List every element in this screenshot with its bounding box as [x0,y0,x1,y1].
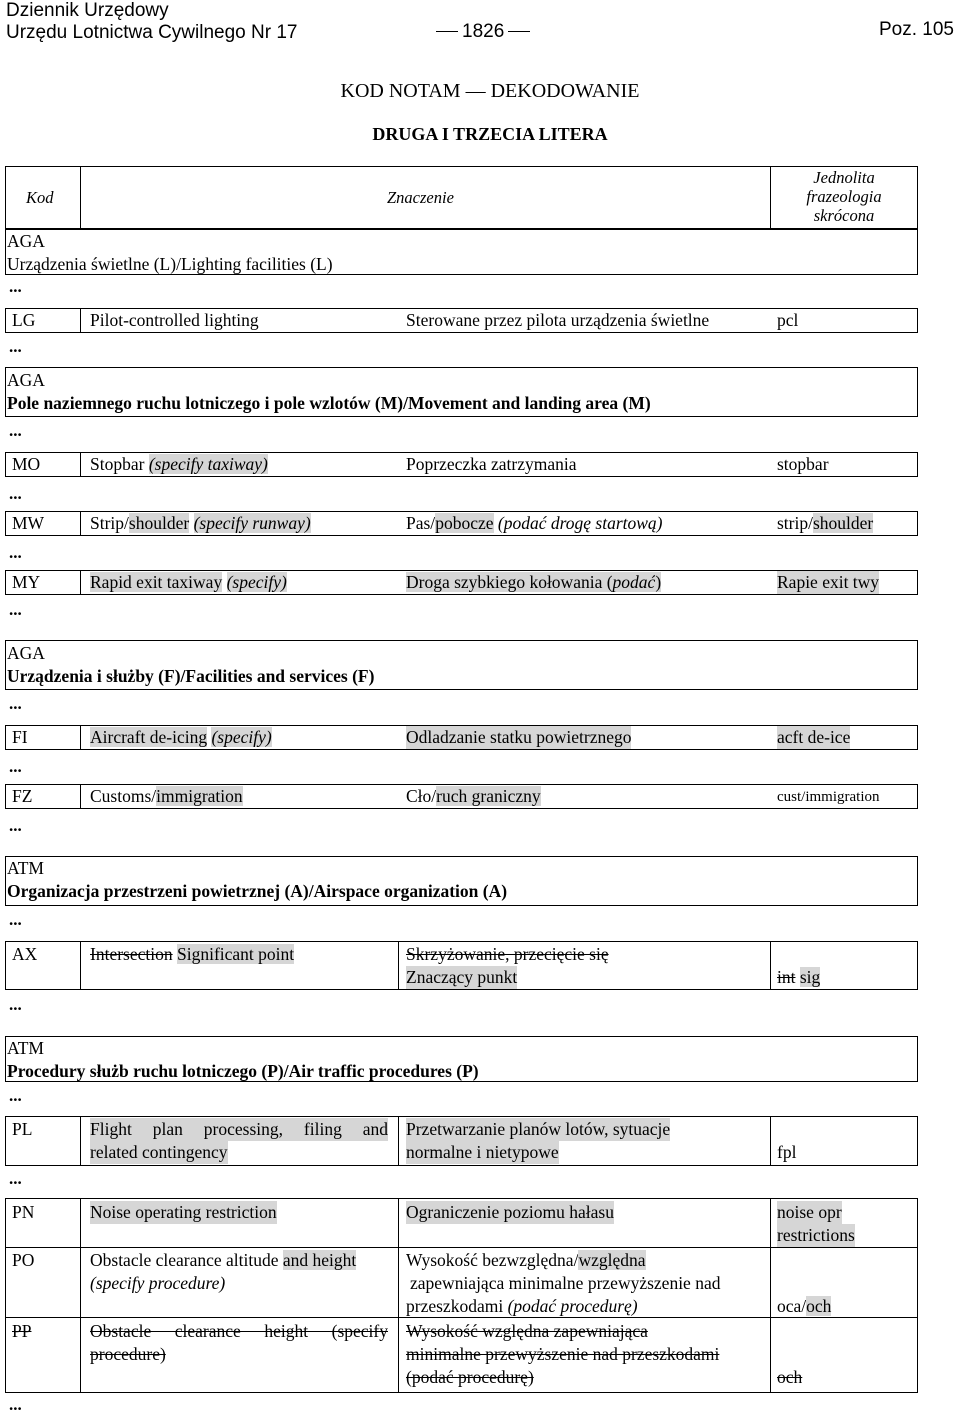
page-number [432,21,534,43]
code-mo: MO [12,454,41,474]
meaning-pl-pp-line3: (podać procedurę) [406,1367,534,1387]
meaning-en-mw-b: shoulder [128,513,190,533]
meaning-pl-ax [406,943,609,989]
table-row-fi [5,725,918,750]
ellipsis: ... [9,484,22,503]
meaning-pl-my [406,571,661,594]
meaning-en-fi-text: Aircraft de-icing [90,727,208,747]
meaning-en-mw-spec: (specify runway) [193,513,311,533]
code-mw: MW [12,513,45,533]
ellipsis: ... [9,543,22,562]
section-atm-airspace-text [7,857,507,903]
abbr-po [777,1295,831,1318]
section-group: AGA [7,231,45,251]
abbr-mw-a: strip/ [777,513,813,533]
section-group: AGA [7,643,45,663]
meaning-pl-fz-b: ruch graniczny [436,786,541,806]
code-pp: PP [12,1321,32,1341]
meaning-en-po-spec: (specify procedure) [90,1273,226,1293]
meaning-en-pp-line1: Obstacle clearance height (specify [90,1321,388,1341]
meaning-en-fz-a: Customs/ [90,786,157,806]
table-block-pn-pp [5,1198,918,1393]
meaning-en-pl-line2: related contingency [90,1142,228,1162]
meaning-pl-po-line3 [406,1295,720,1318]
abbr-lg: pcl [777,310,799,330]
code-lg: LG [12,310,36,330]
meaning-pl-ax-old: Skrzyżowanie, przecięcie się [406,944,609,964]
meaning-pl-pl-line1: Przetwarzanie planów lotów, sytuacje [406,1119,671,1139]
meaning-pl-lg: Sterowane przez pilota urządzenia świetlne [406,310,710,330]
meaning-en-pl [90,1118,388,1164]
meaning-pl-fz [406,785,541,808]
ellipsis: ... [9,600,22,619]
code-pn: PN [12,1202,35,1222]
meaning-pl-po-spec: (podać procedurę) [507,1296,638,1316]
section-aga-lighting-text [7,230,333,276]
meaning-pl-my-spec: podać [612,572,656,592]
column-phraseology-line: frazeologia [806,187,882,206]
column-phraseology-line: Jednolita [813,168,875,187]
meaning-en-my [90,571,287,594]
table-row-my [5,570,918,595]
table-row-fz [5,784,918,809]
meaning-en-my-spec: (specify) [226,572,287,592]
meaning-pl-ax-new: Znaczący punkt [406,967,518,987]
meaning-pl-po-line2: zapewniająca minimalne przewyższenie nad [410,1273,721,1293]
column-phraseology [771,168,917,225]
abbr-po-b: och [806,1296,832,1316]
meaning-en-fi [90,726,272,749]
position-number: Poz. 105 [879,19,954,40]
meaning-en-mo-text: Stopbar [90,454,145,474]
meaning-pl-pp [406,1320,719,1389]
meaning-pl-my-end: ) [655,572,662,592]
meaning-en-my-text: Rapid exit taxiway [90,572,223,592]
meaning-en-mw [90,512,311,535]
abbr-ax-old: int [777,967,796,987]
table-row-ax [5,941,918,990]
abbr-mo: stopbar [777,454,829,474]
meaning-pl-pp-line2: minimalne przewyższenie nad przeszkodami [406,1344,720,1364]
meaning-en-fz-b: immigration [156,786,243,806]
code-pl: PL [12,1119,33,1139]
table-row-mw [5,511,918,536]
abbr-mw-b: shoulder [812,513,874,533]
meaning-en-fz [90,785,243,808]
code-po: PO [12,1250,35,1270]
page-number-text: 1826 [462,21,505,42]
meaning-pl-po-line1 [406,1249,720,1272]
meaning-en-pn: Noise operating restriction [90,1202,277,1222]
abbr-pp: och [777,1367,803,1387]
meaning-en-pp [90,1320,388,1366]
column-code: Kod [26,188,54,207]
abbr-pl: fpl [777,1142,797,1162]
section-aga-movement-text [7,369,651,415]
ellipsis: ... [9,816,22,835]
section-name: Procedury służb ruchu lotniczego (P)/Air traffic procedures (P) [7,1061,479,1081]
ellipsis: ... [9,277,22,296]
meaning-pl-fz-a: Cło/ [406,786,437,806]
section-name: Pole naziemnego ruchu lotniczego i pole wzlotów (M)/Movement and landing area (M) [7,393,651,413]
table-row-pl [5,1116,918,1166]
journal-header [6,0,297,44]
section-name: Organizacja przestrzeni powietrznej (A)/Airspace organization (A) [7,881,508,901]
meaning-en-lg: Pilot-controlled lighting [90,310,259,330]
abbr-pn-line1: noise opr [777,1202,842,1222]
meaning-pl-mw [406,512,663,535]
meaning-en-mo [90,453,268,476]
section-aga-facilities-text [7,642,374,688]
journal-title: Dziennik Urzędowy [6,0,169,21]
meaning-en-ax-old: Intersection [90,944,173,964]
abbr-fi: acft de-ice [777,727,851,747]
abbr-my: Rapie exit twy [777,572,880,592]
ellipsis: ... [9,910,22,929]
section-atm-procedures-text [7,1037,479,1083]
meaning-pl-mw-spec: (podać drogę startową) [497,513,663,533]
code-fz: FZ [12,786,33,806]
meaning-en-ax-new: Significant point [176,944,295,964]
section-group: AGA [7,370,45,390]
meaning-en-mw-a: Strip/ [90,513,129,533]
abbr-po-a: oca/ [777,1296,807,1316]
ellipsis: ... [9,757,22,776]
code-my: MY [12,572,41,592]
abbr-fz: cust/immigration [777,789,880,805]
ellipsis: ... [9,1395,22,1414]
meaning-pl-po-3: przeszkodami [406,1296,504,1316]
meaning-en-fi-spec: (specify) [211,727,272,747]
journal-authority: Urzędu Lotnictwa Cywilnego Nr 17 [6,22,298,43]
meaning-pl-pl-line2: normalne i nietypowe [406,1142,559,1162]
ellipsis: ... [9,1086,22,1105]
meaning-en-po [90,1249,356,1295]
section-name: Urządzenia świetlne (L)/Lighting facilities (L) [7,254,333,274]
meaning-pl-mw-a: Pas/ [406,513,436,533]
section-group: ATM [7,858,44,878]
table-row-mo [5,452,918,477]
meaning-pl-fi: Odladzanie statku powietrznego [406,727,632,747]
document-subtitle: DRUGA I TRZECIA LITERA [372,124,608,144]
ellipsis: ... [9,1169,22,1188]
meaning-pl-po [406,1249,720,1318]
code-ax: AX [12,944,38,964]
ellipsis: ... [9,995,22,1014]
meaning-pl-mw-b: pobocze [435,513,494,533]
document-title: KOD NOTAM — DEKODOWANIE [340,80,640,102]
column-header [5,166,918,229]
meaning-pl-pp-line1: Wysokość względna zapewniająca [406,1321,648,1341]
column-phraseology-line: skrócona [813,206,875,225]
meaning-pl-po-1a: Wysokość bezwzględna/ [406,1250,579,1270]
meaning-en-po-b: and height [282,1250,357,1270]
meaning-en-pp-line2: procedure) [90,1344,166,1364]
ellipsis: ... [9,694,22,713]
abbr-mw [777,512,873,535]
meaning-pl-po-1b: względna [578,1250,646,1270]
meaning-en-po-a: Obstacle clearance altitude [90,1250,279,1270]
section-group: ATM [7,1038,44,1058]
column-meaning: Znaczenie [387,188,454,207]
meaning-en-mo-spec: (specify taxiway) [148,454,268,474]
abbr-pn-line2: restrictions [777,1225,855,1245]
meaning-pl-my-text: Droga szybkiego kołowania ( [406,572,613,592]
abbr-ax [777,966,820,989]
meaning-en-pl-line1: Flight plan processing, filing and [90,1119,388,1139]
meaning-en-ax [90,943,294,966]
ellipsis: ... [9,337,22,356]
section-name: Urządzenia i służby (F)/Facilities and services (F) [7,666,375,686]
code-fi: FI [12,727,28,747]
meaning-pl-mo: Poprzeczka zatrzymania [406,454,577,474]
meaning-pl-pl [406,1118,670,1164]
meaning-pl-pn: Ograniczenie poziomu hałasu [406,1202,614,1222]
ellipsis: ... [9,421,22,440]
table-row-lg [5,308,918,333]
meaning-en-po-line1 [90,1249,356,1272]
abbr-pn [777,1201,855,1247]
abbr-ax-new: sig [799,967,821,987]
